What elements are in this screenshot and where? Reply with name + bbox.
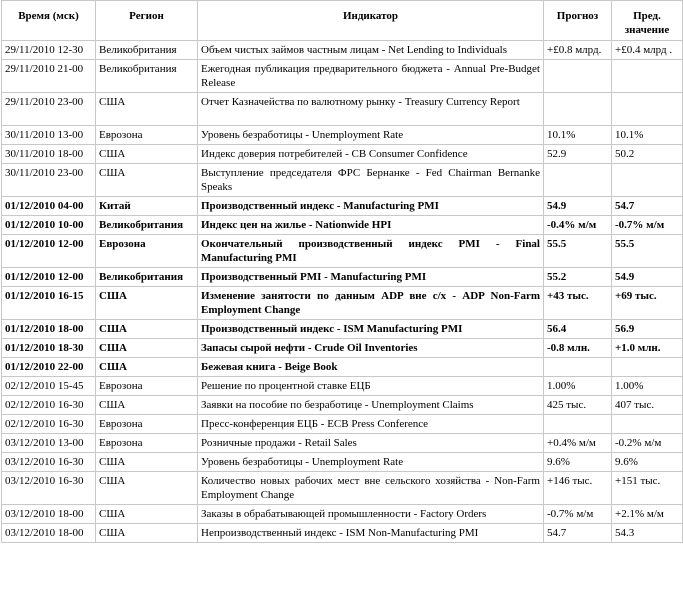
- previous-cell: 54.3: [612, 524, 683, 543]
- previous-cell: -0.2% м/м: [612, 434, 683, 453]
- time-cell: 01/12/2010 18-30: [2, 339, 96, 358]
- region-cell: США: [96, 358, 198, 377]
- forecast-cell: 52.9: [544, 145, 612, 164]
- time-cell: 29/11/2010 21-00: [2, 60, 96, 93]
- indicator-cell: Индекс цен на жилье - Nationwide HPI: [198, 216, 544, 235]
- table-row: [2, 197, 683, 216]
- forecast-cell: +£0.8 млрд.: [544, 41, 612, 60]
- region-cell: США: [96, 524, 198, 543]
- previous-cell: 56.9: [612, 320, 683, 339]
- indicator-cell: Производственный индекс - Manufacturing PMI: [198, 197, 544, 216]
- forecast-cell: [544, 93, 612, 126]
- table-row: [2, 453, 683, 472]
- region-cell: США: [96, 339, 198, 358]
- indicator-cell: Запасы сырой нефти - Crude Oil Inventories: [198, 339, 544, 358]
- time-cell: 01/12/2010 10-00: [2, 216, 96, 235]
- indicator-cell: Бежевая книга - Beige Book: [198, 358, 544, 377]
- time-cell: 03/12/2010 16-30: [2, 472, 96, 505]
- indicator-cell: Выступление председателя ФРС Бернанке - Fed Chairman Bernanke Speaks: [198, 164, 544, 197]
- indicator-cell: Индекс доверия потребителей - CB Consumer Confidence: [198, 145, 544, 164]
- header-forecast: Прогноз: [544, 1, 612, 41]
- previous-cell: [612, 415, 683, 434]
- time-cell: 02/12/2010 16-30: [2, 396, 96, 415]
- indicator-cell: Розничные продажи - Retail Sales: [198, 434, 544, 453]
- previous-cell: 9.6%: [612, 453, 683, 472]
- previous-cell: 54.7: [612, 197, 683, 216]
- table-row: [2, 235, 683, 268]
- region-cell: Еврозона: [96, 415, 198, 434]
- region-cell: Еврозона: [96, 434, 198, 453]
- time-cell: 01/12/2010 16-15: [2, 287, 96, 320]
- forecast-cell: [544, 60, 612, 93]
- region-cell: Великобритания: [96, 268, 198, 287]
- region-cell: США: [96, 287, 198, 320]
- forecast-cell: 9.6%: [544, 453, 612, 472]
- table-row: [2, 216, 683, 235]
- previous-cell: +1.0 млн.: [612, 339, 683, 358]
- forecast-cell: [544, 415, 612, 434]
- indicator-cell: Уровень безработицы - Unemployment Rate: [198, 126, 544, 145]
- forecast-cell: +0.4% м/м: [544, 434, 612, 453]
- forecast-cell: 54.7: [544, 524, 612, 543]
- region-cell: США: [96, 93, 198, 126]
- forecast-cell: -0.7% м/м: [544, 505, 612, 524]
- forecast-cell: 425 тыс.: [544, 396, 612, 415]
- header-region: Регион: [96, 1, 198, 41]
- previous-cell: -0.7% м/м: [612, 216, 683, 235]
- previous-cell: [612, 358, 683, 377]
- region-cell: США: [96, 320, 198, 339]
- forecast-cell: 54.9: [544, 197, 612, 216]
- forecast-cell: +146 тыс.: [544, 472, 612, 505]
- indicator-cell: Производственный PMI - Manufacturing PMI: [198, 268, 544, 287]
- indicator-cell: Окончательный производственный индекс PMI - Final Manufacturing PMI: [198, 235, 544, 268]
- header-time: Время (мск): [2, 1, 96, 41]
- region-cell: Великобритания: [96, 216, 198, 235]
- previous-cell: 55.5: [612, 235, 683, 268]
- indicator-cell: Отчет Казначейства по валютному рынку - Treasury Currency Report: [198, 93, 544, 126]
- time-cell: 02/12/2010 15-45: [2, 377, 96, 396]
- time-cell: 29/11/2010 23-00: [2, 93, 96, 126]
- forecast-cell: -0.4% м/м: [544, 216, 612, 235]
- indicator-cell: Изменение занятости по данным ADP вне с/х - ADP Non-Farm Employment Change: [198, 287, 544, 320]
- header-previous: Пред. значение: [612, 1, 683, 41]
- economic-calendar-table: [1, 0, 683, 543]
- time-cell: 02/12/2010 16-30: [2, 415, 96, 434]
- time-cell: 29/11/2010 12-30: [2, 41, 96, 60]
- table-row: [2, 164, 683, 197]
- time-cell: 01/12/2010 22-00: [2, 358, 96, 377]
- previous-cell: 1.00%: [612, 377, 683, 396]
- forecast-cell: 56.4: [544, 320, 612, 339]
- previous-cell: +69 тыс.: [612, 287, 683, 320]
- time-cell: 01/12/2010 18-00: [2, 320, 96, 339]
- time-cell: 01/12/2010 12-00: [2, 235, 96, 268]
- table-row: [2, 472, 683, 505]
- time-cell: 30/11/2010 23-00: [2, 164, 96, 197]
- table-row: [2, 396, 683, 415]
- forecast-cell: 55.5: [544, 235, 612, 268]
- time-cell: 01/12/2010 04-00: [2, 197, 96, 216]
- forecast-cell: 1.00%: [544, 377, 612, 396]
- indicator-cell: Производственный индекс - ISM Manufacturing PMI: [198, 320, 544, 339]
- forecast-cell: 10.1%: [544, 126, 612, 145]
- region-cell: США: [96, 145, 198, 164]
- table-row: [2, 268, 683, 287]
- table-row: [2, 505, 683, 524]
- indicator-cell: Решение по процентной ставке ЕЦБ: [198, 377, 544, 396]
- indicator-cell: Заявки на пособие по безработице - Unemployment Claims: [198, 396, 544, 415]
- region-cell: США: [96, 396, 198, 415]
- time-cell: 01/12/2010 12-00: [2, 268, 96, 287]
- table-row: [2, 287, 683, 320]
- forecast-cell: +43 тыс.: [544, 287, 612, 320]
- previous-cell: [612, 93, 683, 126]
- indicator-cell: Ежегодная публикация предварительного бюджета - Annual Pre-Budget Release: [198, 60, 544, 93]
- region-cell: США: [96, 164, 198, 197]
- previous-cell: 10.1%: [612, 126, 683, 145]
- time-cell: 30/11/2010 13-00: [2, 126, 96, 145]
- region-cell: Великобритания: [96, 41, 198, 60]
- region-cell: Еврозона: [96, 377, 198, 396]
- previous-cell: 54.9: [612, 268, 683, 287]
- table-row: [2, 415, 683, 434]
- region-cell: США: [96, 472, 198, 505]
- previous-cell: 50.2: [612, 145, 683, 164]
- time-cell: 03/12/2010 16-30: [2, 453, 96, 472]
- table-row: [2, 377, 683, 396]
- table-row: [2, 358, 683, 377]
- table-row: [2, 524, 683, 543]
- time-cell: 03/12/2010 18-00: [2, 505, 96, 524]
- previous-cell: [612, 164, 683, 197]
- table-row: [2, 126, 683, 145]
- table-row: [2, 434, 683, 453]
- region-cell: США: [96, 505, 198, 524]
- table-row: [2, 339, 683, 358]
- table-row: [2, 60, 683, 93]
- table-row: [2, 145, 683, 164]
- region-cell: Китай: [96, 197, 198, 216]
- indicator-cell: Объем чистых займов частным лицам - Net Lending to Individuals: [198, 41, 544, 60]
- time-cell: 03/12/2010 13-00: [2, 434, 96, 453]
- previous-cell: +£0.4 млрд .: [612, 41, 683, 60]
- table-row: [2, 93, 683, 126]
- region-cell: Еврозона: [96, 126, 198, 145]
- indicator-cell: Непроизводственный индекс - ISM Non-Manufacturing PMI: [198, 524, 544, 543]
- forecast-cell: [544, 358, 612, 377]
- previous-cell: 407 тыс.: [612, 396, 683, 415]
- table-row: [2, 320, 683, 339]
- header-indicator: Индикатор: [198, 1, 544, 41]
- region-cell: Еврозона: [96, 235, 198, 268]
- previous-cell: +151 тыс.: [612, 472, 683, 505]
- indicator-cell: Уровень безработицы - Unemployment Rate: [198, 453, 544, 472]
- forecast-cell: -0.8 млн.: [544, 339, 612, 358]
- indicator-cell: Количество новых рабочих мест вне сельского хозяйства - Non-Farm Employment Change: [198, 472, 544, 505]
- previous-cell: +2.1% м/м: [612, 505, 683, 524]
- header-row: [2, 1, 683, 41]
- forecast-cell: 55.2: [544, 268, 612, 287]
- region-cell: Великобритания: [96, 60, 198, 93]
- time-cell: 30/11/2010 18-00: [2, 145, 96, 164]
- indicator-cell: Пресс-конференция ЕЦБ - ECB Press Conference: [198, 415, 544, 434]
- table-row: [2, 41, 683, 60]
- indicator-cell: Заказы в обрабатывающей промышленности - Factory Orders: [198, 505, 544, 524]
- region-cell: США: [96, 453, 198, 472]
- forecast-cell: [544, 164, 612, 197]
- time-cell: 03/12/2010 18-00: [2, 524, 96, 543]
- previous-cell: [612, 60, 683, 93]
